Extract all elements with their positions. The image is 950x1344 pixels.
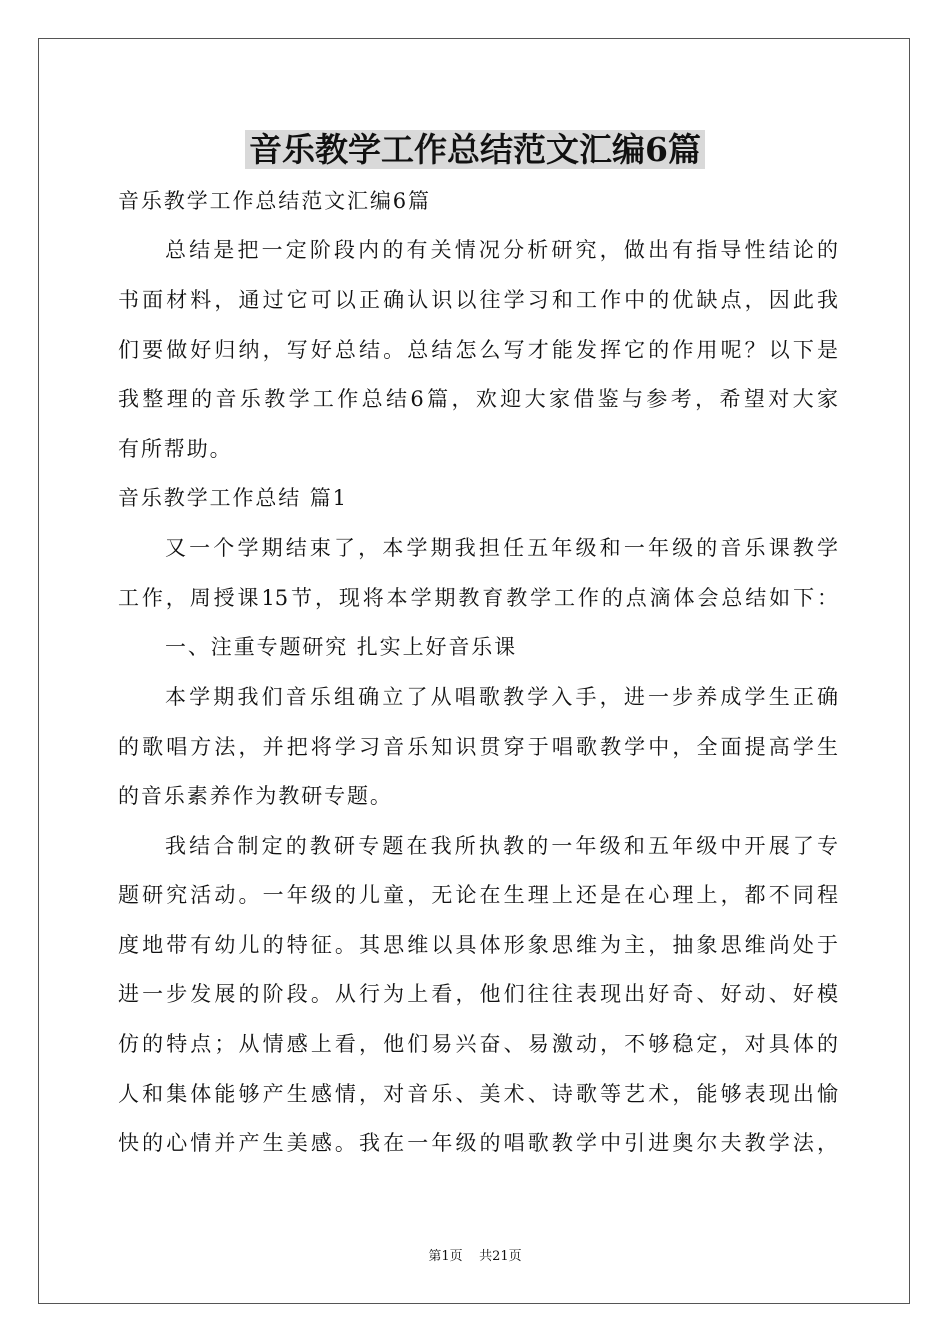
paragraph-line: 的音乐素养作为教研专题。 <box>118 784 393 808</box>
total-pages: 共21页 <box>479 1249 522 1264</box>
paragraph-line: 又一个学期结束了，本学期我担任五年级和一年级的音乐课教学 <box>165 536 838 560</box>
document-title: 音乐教学工作总结范文汇编6篇 <box>0 122 950 178</box>
page-number: 第1页 <box>428 1249 463 1264</box>
page-footer <box>0 1248 950 1266</box>
paragraph-line: 工作，周授课15节，现将本学期教育教学工作的点滴体会总结如下： <box>118 586 838 610</box>
intro-line: 总结是把一定阶段内的有关情况分析研究，做出有指导性结论的 <box>165 238 838 262</box>
page-border <box>38 38 910 1304</box>
paragraph-line: 人和集体能够产生感情，对音乐、美术、诗歌等艺术，能够表现出愉 <box>118 1082 838 1106</box>
paragraph-line: 进一步发展的阶段。从行为上看，他们往往表现出好奇、好动、好模 <box>118 982 838 1006</box>
intro-line: 我整理的音乐教学工作总结6篇，欢迎大家借鉴与参考，希望对大家 <box>118 387 838 411</box>
paragraph-line: 的歌唱方法，并把将学习音乐知识贯穿于唱歌教学中，全面提高学生 <box>118 735 838 759</box>
paragraph-line: 度地带有幼儿的特征。其思维以具体形象思维为主，抽象思维尚处于 <box>118 933 838 957</box>
intro-line: 们要做好归纳，写好总结。总结怎么写才能发挥它的作用呢？以下是 <box>118 338 838 362</box>
paragraph-line: 仿的特点；从情感上看，他们易兴奋、易激动，不够稳定，对具体的 <box>118 1032 838 1056</box>
document-subtitle: 音乐教学工作总结范文汇编6篇 <box>118 189 431 213</box>
paragraph-line: 本学期我们音乐组确立了从唱歌教学入手，进一步养成学生正确 <box>165 685 838 709</box>
paragraph-line: 题研究活动。一年级的儿童，无论在生理上还是在心理上，都不同程 <box>118 883 838 907</box>
paragraph-line: 我结合制定的教研专题在我所执教的一年级和五年级中开展了专 <box>165 834 838 858</box>
intro-line: 书面材料，通过它可以正确认识以往学习和工作中的优缺点，因此我 <box>118 288 838 312</box>
intro-line: 有所帮助。 <box>118 437 233 461</box>
paragraph-line: 快的心情并产生美感。我在一年级的唱歌教学中引进奥尔夫教学法， <box>118 1131 838 1155</box>
section-heading: 音乐教学工作总结 篇1 <box>118 486 348 510</box>
sub-heading: 一、注重专题研究 扎实上好音乐课 <box>165 635 518 659</box>
